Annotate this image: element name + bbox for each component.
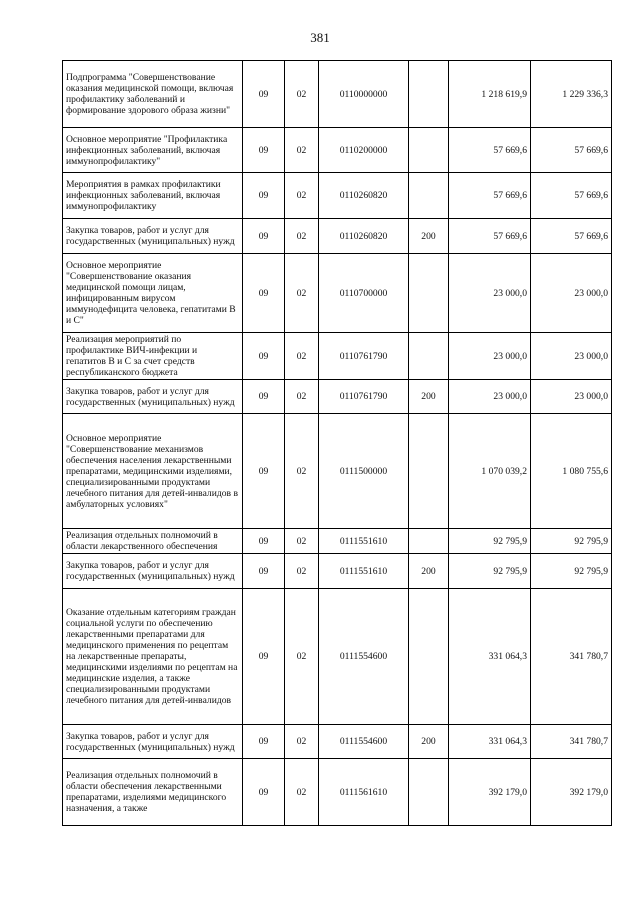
- row-section: 09: [243, 61, 285, 128]
- row-section: 09: [243, 173, 285, 219]
- row-amount-year2: 57 669,6: [531, 219, 612, 254]
- row-amount-year1: 392 179,0: [449, 759, 531, 826]
- row-expense-type: 200: [409, 380, 449, 414]
- row-amount-year1: 57 669,6: [449, 219, 531, 254]
- row-amount-year2: 23 000,0: [531, 333, 612, 380]
- row-amount-year1: 92 795,9: [449, 529, 531, 554]
- row-subsection: 02: [285, 529, 319, 554]
- row-name: Основное мероприятие "Профилактика инфекционных заболеваний, включая иммунопрофилактику": [63, 128, 243, 173]
- row-subsection: 02: [285, 173, 319, 219]
- row-name: Закупка товаров, работ и услуг для государственных (муниципальных) нужд: [63, 380, 243, 414]
- row-target-code: 0110200000: [319, 128, 409, 173]
- row-subsection: 02: [285, 254, 319, 333]
- row-name: Закупка товаров, работ и услуг для государственных (муниципальных) нужд: [63, 725, 243, 759]
- budget-table: [62, 60, 612, 826]
- row-amount-year2: 341 780,7: [531, 589, 612, 725]
- row-amount-year2: 23 000,0: [531, 380, 612, 414]
- table-row: [63, 589, 612, 725]
- row-expense-type: [409, 589, 449, 725]
- row-amount-year2: 1 080 755,6: [531, 414, 612, 529]
- row-subsection: 02: [285, 554, 319, 589]
- row-amount-year2: 341 780,7: [531, 725, 612, 759]
- row-amount-year2: 92 795,9: [531, 529, 612, 554]
- row-expense-type: [409, 414, 449, 529]
- row-name: Основное мероприятие "Совершенствование оказания медицинской помощи лицам, инфицированным вирусом иммунодефицита человека, гепатитами В и С": [63, 254, 243, 333]
- row-subsection: 02: [285, 333, 319, 380]
- row-target-code: 0110761790: [319, 380, 409, 414]
- row-amount-year2: 23 000,0: [531, 254, 612, 333]
- row-subsection: 02: [285, 380, 319, 414]
- row-amount-year1: 1 070 039,2: [449, 414, 531, 529]
- row-amount-year2: 92 795,9: [531, 554, 612, 589]
- row-amount-year1: 331 064,3: [449, 725, 531, 759]
- table-row: [63, 414, 612, 529]
- row-amount-year1: 1 218 619,9: [449, 61, 531, 128]
- row-name: Закупка товаров, работ и услуг для государственных (муниципальных) нужд: [63, 219, 243, 254]
- row-subsection: 02: [285, 759, 319, 826]
- row-expense-type: 200: [409, 219, 449, 254]
- row-name: Оказание отдельным категориям граждан социальной услуги по обеспечению лекарственными препаратами для медицинского применения по рецептам на лекарственные препараты, медицинскими изделиями по рецептам на медицинские изделия, а также специализированными продуктами лечебного питания для детей-инвалидов: [63, 589, 243, 725]
- row-expense-type: 200: [409, 725, 449, 759]
- budget-table-body: [63, 61, 612, 826]
- row-name: Подпрограмма "Совершенствование оказания медицинской помощи, включая профилактику заболеваний и формирование здорового образа жизни": [63, 61, 243, 128]
- table-row: [63, 725, 612, 759]
- row-expense-type: [409, 61, 449, 128]
- row-section: 09: [243, 333, 285, 380]
- table-row: [63, 554, 612, 589]
- row-amount-year1: 57 669,6: [449, 128, 531, 173]
- row-name: Основное мероприятие "Совершенствование механизмов обеспечения населения лекарственными препаратами, медицинскими изделиями, специализированными продуктами лечебного питания для детей-инвалидов в амбулаторных условиях": [63, 414, 243, 529]
- row-subsection: 02: [285, 61, 319, 128]
- row-target-code: 0110260820: [319, 173, 409, 219]
- row-section: 09: [243, 589, 285, 725]
- row-target-code: 0110700000: [319, 254, 409, 333]
- row-expense-type: [409, 759, 449, 826]
- row-section: 09: [243, 725, 285, 759]
- row-subsection: 02: [285, 219, 319, 254]
- row-expense-type: [409, 254, 449, 333]
- row-amount-year2: 57 669,6: [531, 128, 612, 173]
- row-amount-year2: 1 229 336,3: [531, 61, 612, 128]
- row-target-code: 0111554600: [319, 725, 409, 759]
- row-expense-type: 200: [409, 554, 449, 589]
- page-number: 381: [310, 30, 330, 45]
- row-expense-type: [409, 173, 449, 219]
- table-row: [63, 173, 612, 219]
- table-row: [63, 128, 612, 173]
- row-amount-year1: 92 795,9: [449, 554, 531, 589]
- row-name: Реализация отдельных полномочий в области обеспечения лекарственными препаратами, изделиями медицинского назначения, а также: [63, 759, 243, 826]
- row-subsection: 02: [285, 128, 319, 173]
- row-amount-year2: 57 669,6: [531, 173, 612, 219]
- row-name: Реализация отдельных полномочий в области лекарственного обеспечения: [63, 529, 243, 554]
- table-row: [63, 759, 612, 826]
- row-target-code: 0111561610: [319, 759, 409, 826]
- row-section: 09: [243, 759, 285, 826]
- table-row: [63, 61, 612, 128]
- row-target-code: 0110000000: [319, 61, 409, 128]
- row-target-code: 0111551610: [319, 554, 409, 589]
- table-row: [63, 254, 612, 333]
- row-target-code: 0110260820: [319, 219, 409, 254]
- table-row: [63, 529, 612, 554]
- row-section: 09: [243, 128, 285, 173]
- row-section: 09: [243, 529, 285, 554]
- row-target-code: 0111554600: [319, 589, 409, 725]
- row-expense-type: [409, 333, 449, 380]
- row-subsection: 02: [285, 589, 319, 725]
- row-section: 09: [243, 554, 285, 589]
- row-expense-type: [409, 128, 449, 173]
- row-target-code: 0111500000: [319, 414, 409, 529]
- row-section: 09: [243, 219, 285, 254]
- row-expense-type: [409, 529, 449, 554]
- row-name: Закупка товаров, работ и услуг для государственных (муниципальных) нужд: [63, 554, 243, 589]
- row-amount-year2: 392 179,0: [531, 759, 612, 826]
- row-amount-year1: 23 000,0: [449, 254, 531, 333]
- row-amount-year1: 331 064,3: [449, 589, 531, 725]
- row-name: Реализация мероприятий по профилактике ВИЧ-инфекции и гепатитов В и С за счет средств республиканского бюджета: [63, 333, 243, 380]
- row-amount-year1: 23 000,0: [449, 380, 531, 414]
- row-amount-year1: 23 000,0: [449, 333, 531, 380]
- table-row: [63, 219, 612, 254]
- row-subsection: 02: [285, 414, 319, 529]
- table-row: [63, 333, 612, 380]
- row-section: 09: [243, 380, 285, 414]
- row-target-code: 0110761790: [319, 333, 409, 380]
- row-amount-year1: 57 669,6: [449, 173, 531, 219]
- row-target-code: 0111551610: [319, 529, 409, 554]
- table-row: [63, 380, 612, 414]
- row-section: 09: [243, 414, 285, 529]
- row-subsection: 02: [285, 725, 319, 759]
- row-name: Мероприятия в рамках профилактики инфекционных заболеваний, включая иммунопрофилактику: [63, 173, 243, 219]
- row-section: 09: [243, 254, 285, 333]
